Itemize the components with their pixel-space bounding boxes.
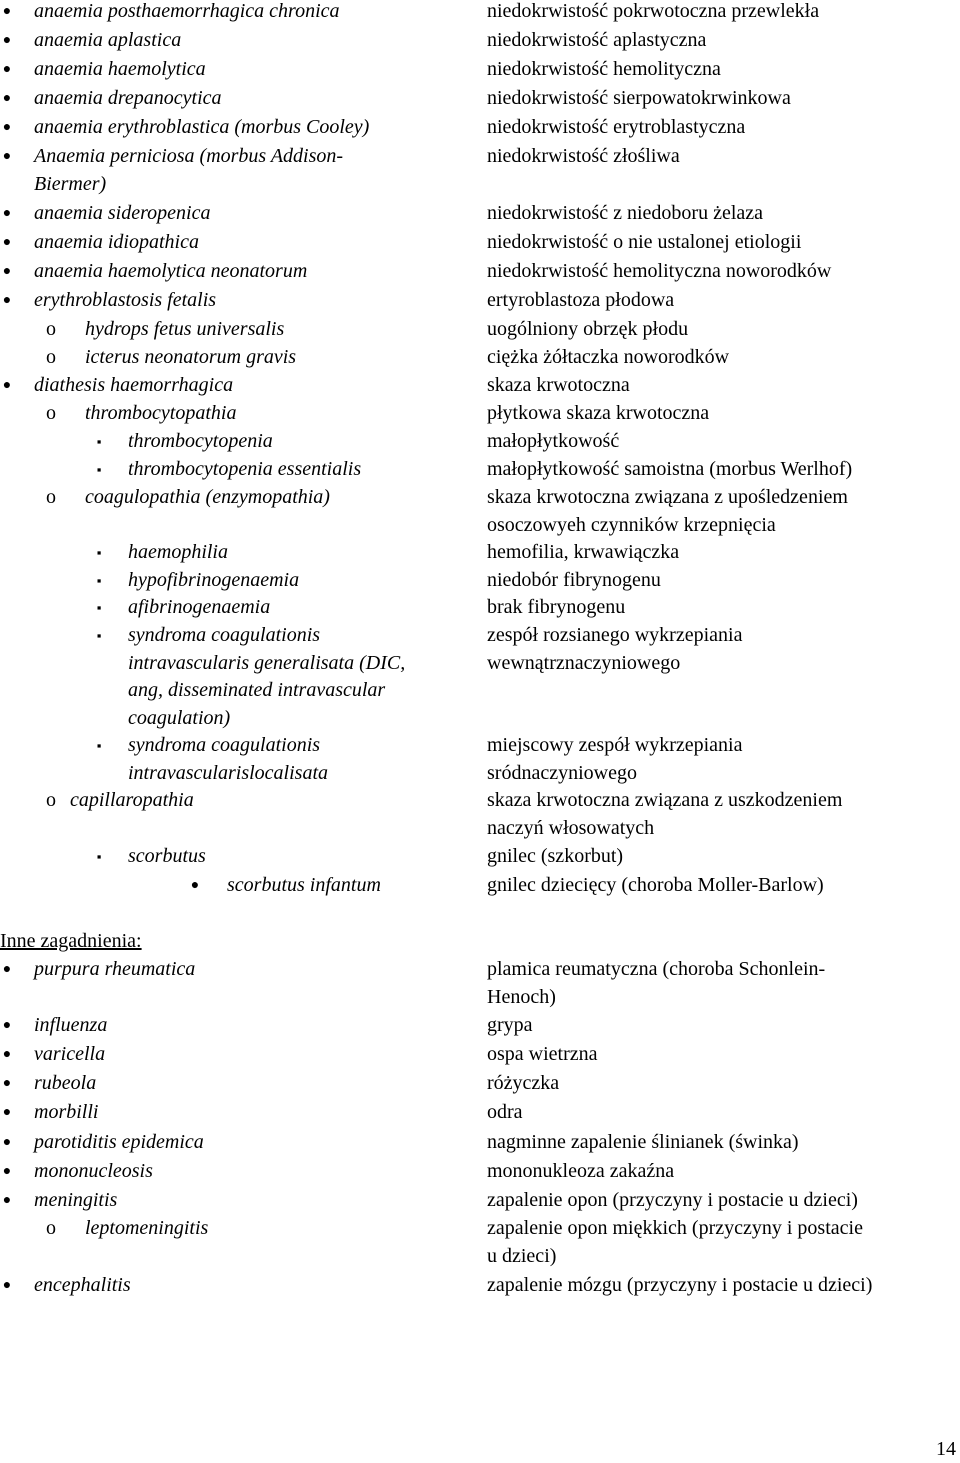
latin-term: [34, 1187, 117, 1215]
latin-term-line: icterus neonatorum gravis: [85, 346, 297, 369]
latin-term-line: anaemia aplastica: [34, 29, 182, 52]
latin-term-line: coagulopathia (enzymopathia): [85, 486, 330, 509]
latin-term-line: thrombocytopenia essentialis: [128, 458, 362, 481]
latin-term-line: anaemia posthaemorrhagica chronica: [34, 0, 340, 23]
latin-term: [34, 372, 233, 400]
latin-term: [128, 594, 270, 622]
latin-term: [128, 428, 273, 456]
polish-translation: [487, 956, 957, 1011]
polish-translation-line: u dzieci): [487, 1244, 557, 1267]
polish-translation: [487, 732, 957, 787]
latin-term: [85, 1215, 208, 1243]
bullet-circle-icon: o: [46, 346, 56, 369]
latin-term-line: morbilli: [34, 1101, 99, 1124]
latin-term: [34, 114, 369, 142]
latin-term: [34, 1012, 107, 1040]
polish-translation: [487, 843, 957, 871]
bullet-disc-icon: ●: [2, 1278, 12, 1294]
polish-translation: [487, 1099, 957, 1127]
polish-translation: [487, 258, 957, 286]
polish-translation: [487, 372, 957, 400]
latin-term-line: Anaemia perniciosa (morbus Addison-: [34, 145, 344, 168]
latin-term: [34, 1070, 96, 1098]
bullet-disc-icon: ●: [2, 1164, 12, 1180]
latin-term: [34, 229, 199, 257]
polish-translation-line: plamica reumatyczna (choroba Schonlein-: [487, 958, 826, 981]
bullet-disc-icon: ●: [2, 91, 12, 107]
polish-translation-line: różyczka: [487, 1072, 560, 1095]
latin-term-line: influenza: [34, 1014, 108, 1037]
bullet-disc-icon: ●: [2, 235, 12, 251]
latin-term: [85, 344, 296, 372]
polish-translation-line: małopłytkowość: [487, 430, 620, 453]
bullet-circle-icon: o: [46, 318, 56, 341]
bullet-square-icon: ▪: [96, 849, 102, 865]
polish-translation: [487, 1129, 957, 1157]
latin-term-line: anaemia sideropenica: [34, 202, 211, 225]
bullet-disc-icon: ●: [190, 878, 200, 894]
latin-term-line: scorbutus: [128, 845, 206, 868]
latin-term-line: thrombocytopenia: [128, 430, 273, 453]
polish-translation: [487, 567, 957, 595]
latin-term-line: Biermer): [34, 172, 107, 195]
polish-translation-line: gnilec dziecięcy (choroba Moller-Barlow): [487, 874, 824, 897]
latin-term-line: anaemia erythroblastica (morbus Cooley): [34, 116, 370, 139]
bullet-disc-icon: ●: [2, 1076, 12, 1092]
polish-translation: [487, 539, 957, 567]
latin-term-line: syndroma coagulationis: [128, 734, 321, 757]
bullet-disc-icon: ●: [2, 264, 12, 280]
bullet-disc-icon: ●: [2, 1135, 12, 1151]
bullet-square-icon: ▪: [96, 434, 102, 450]
latin-term-line: anaemia drepanocytica: [34, 87, 222, 110]
polish-translation: [487, 1272, 957, 1300]
polish-translation-line: hemofilia, krwawiączka: [487, 541, 680, 564]
polish-translation: [487, 229, 957, 257]
bullet-disc-icon: ●: [2, 206, 12, 222]
polish-translation-line: niedokrwistość erytroblastyczna: [487, 116, 746, 139]
polish-translation-line: sródnaczyniowego: [487, 761, 637, 784]
polish-translation: [487, 1012, 957, 1040]
bullet-square-icon: ▪: [96, 628, 102, 644]
polish-translation-line: ospa wietrzna: [487, 1043, 598, 1066]
latin-term-line: coagulation): [128, 706, 231, 729]
latin-term: [34, 1158, 153, 1186]
bullet-disc-icon: ●: [2, 1018, 12, 1034]
polish-translation-line: ertyroblastoza płodowa: [487, 289, 675, 312]
bullet-disc-icon: ●: [2, 962, 12, 978]
polish-translation-line: wewnątrznaczyniowego: [487, 651, 681, 674]
latin-term: [34, 56, 206, 84]
latin-term-line: hydrops fetus universalis: [85, 318, 285, 341]
latin-term: [70, 787, 194, 815]
polish-translation: [487, 56, 957, 84]
polish-translation: [487, 344, 957, 372]
latin-term-line: meningitis: [34, 1189, 118, 1212]
latin-term: [85, 484, 330, 512]
polish-translation: [487, 143, 957, 171]
polish-translation-line: niedokrwistość z niedoboru żelaza: [487, 202, 764, 225]
latin-term: [128, 567, 299, 595]
bullet-disc-icon: ●: [2, 378, 12, 394]
latin-term-line: scorbutus infantum: [227, 874, 381, 897]
polish-translation: [487, 1070, 957, 1098]
latin-term: [128, 622, 405, 732]
latin-term-line: capillaropathia: [70, 789, 194, 812]
latin-term-line: parotiditis epidemica: [34, 1131, 204, 1154]
polish-translation-line: odra: [487, 1101, 523, 1124]
polish-translation: [487, 484, 957, 539]
polish-translation: [487, 287, 957, 315]
bullet-square-icon: ▪: [96, 738, 102, 754]
polish-translation: [487, 27, 957, 55]
bullet-circle-icon: o: [46, 402, 56, 425]
bullet-disc-icon: ●: [2, 293, 12, 309]
polish-translation-line: skaza krwotoczna związana z uszkodzeniem: [487, 789, 843, 812]
polish-translation: [487, 114, 957, 142]
polish-translation: [487, 622, 957, 677]
polish-translation: [487, 200, 957, 228]
latin-term: [128, 539, 228, 567]
polish-translation-line: niedokrwistość hemolityczna: [487, 58, 721, 81]
latin-term: [34, 1272, 131, 1300]
polish-translation-line: zapalenie mózgu (przyczyny i postacie u dzieci): [487, 1274, 873, 1297]
latin-term-line: intravascularislocalisata: [128, 761, 328, 784]
bullet-disc-icon: ●: [2, 1105, 12, 1121]
bullet-disc-icon: ●: [2, 62, 12, 78]
latin-term: [34, 0, 340, 26]
bullet-disc-icon: ●: [2, 120, 12, 136]
polish-translation-line: osoczowyeh czynników krzepnięcia: [487, 513, 776, 536]
latin-term: [128, 456, 361, 484]
polish-translation: [487, 1041, 957, 1069]
polish-translation: [487, 1215, 957, 1270]
polish-translation-line: niedokrwistość złośliwa: [487, 145, 680, 168]
latin-term: [128, 843, 206, 871]
polish-translation: [487, 85, 957, 113]
polish-translation: [487, 428, 957, 456]
bullet-circle-icon: o: [46, 1217, 56, 1240]
bullet-square-icon: ▪: [96, 462, 102, 478]
bullet-disc-icon: ●: [2, 149, 12, 165]
latin-term: [85, 400, 236, 428]
latin-term-line: leptomeningitis: [85, 1217, 209, 1240]
latin-term-line: intravascularis generalisata (DIC,: [128, 651, 406, 674]
latin-term: [34, 1099, 98, 1127]
polish-translation: [487, 787, 957, 842]
latin-term: [34, 200, 210, 228]
polish-translation-line: gnilec (szkorbut): [487, 845, 624, 868]
latin-term-line: anaemia haemolytica: [34, 58, 206, 81]
polish-translation-line: naczyń włosowatych: [487, 816, 655, 839]
polish-translation: [487, 1187, 957, 1215]
latin-term: [128, 732, 328, 787]
latin-term-line: thrombocytopathia: [85, 402, 237, 425]
bullet-square-icon: ▪: [96, 573, 102, 589]
latin-term: [34, 85, 222, 113]
latin-term-line: ang, disseminated intravascular: [128, 679, 386, 702]
latin-term-line: encephalitis: [34, 1274, 131, 1297]
polish-translation-line: zapalenie opon miękkich (przyczyny i postacie: [487, 1217, 863, 1240]
polish-translation-line: niedokrwistość aplastyczna: [487, 29, 707, 52]
polish-translation-line: grypa: [487, 1014, 533, 1037]
polish-translation-line: niedokrwistość o nie ustalonej etiologii: [487, 231, 802, 254]
bullet-circle-icon: o: [46, 789, 56, 812]
bullet-disc-icon: ●: [2, 1193, 12, 1209]
polish-translation-line: niedokrwistość pokrwotoczna przewlekła: [487, 0, 820, 23]
polish-translation-line: nagminne zapalenie ślinianek (świnka): [487, 1131, 799, 1154]
latin-term-line: erythroblastosis fetalis: [34, 289, 217, 312]
latin-term: [34, 1129, 204, 1157]
polish-translation-line: ciężka żółtaczka noworodków: [487, 346, 730, 369]
latin-term-line: hypofibrinogenaemia: [128, 569, 300, 592]
latin-term: [85, 316, 284, 344]
bullet-square-icon: ▪: [96, 600, 102, 616]
latin-term-line: diathesis haemorrhagica: [34, 374, 234, 397]
bullet-disc-icon: ●: [2, 1047, 12, 1063]
latin-term: [34, 27, 181, 55]
latin-term-line: anaemia haemolytica neonatorum: [34, 260, 308, 283]
polish-translation-line: mononukleoza zakaźna: [487, 1160, 675, 1183]
polish-translation-line: płytkowa skaza krwotoczna: [487, 402, 710, 425]
page-number: 14: [936, 1438, 956, 1460]
bullet-square-icon: ▪: [96, 545, 102, 561]
latin-term: [34, 258, 307, 286]
section-heading: Inne zagadnienia:: [0, 930, 142, 953]
bullet-disc-icon: ●: [2, 33, 12, 49]
polish-translation-line: zespół rozsianego wykrzepiania: [487, 624, 743, 647]
polish-translation-line: małopłytkowość samoistna (morbus Werlhof): [487, 458, 853, 481]
polish-translation: [487, 316, 957, 344]
polish-translation: [487, 1158, 957, 1186]
polish-translation: [487, 872, 957, 900]
latin-term: [34, 287, 216, 315]
latin-term-line: haemophilia: [128, 541, 228, 564]
latin-term: [227, 872, 381, 900]
latin-term-line: anaemia idiopathica: [34, 231, 199, 254]
polish-translation: [487, 594, 957, 622]
latin-term-line: purpura rheumatica: [34, 958, 196, 981]
polish-translation-line: niedokrwistość sierpowatokrwinkowa: [487, 87, 791, 110]
polish-translation-line: brak fibrynogenu: [487, 596, 626, 619]
polish-translation-line: niedokrwistość hemolityczna noworodków: [487, 260, 832, 283]
polish-translation-line: skaza krwotoczna: [487, 374, 630, 397]
latin-term-line: mononucleosis: [34, 1160, 153, 1183]
bullet-circle-icon: o: [46, 486, 56, 509]
polish-translation-line: Henoch): [487, 985, 556, 1008]
latin-term: [34, 143, 343, 198]
latin-term-line: syndroma coagulationis: [128, 624, 321, 647]
latin-term: [34, 1041, 105, 1069]
polish-translation: [487, 0, 957, 26]
latin-term-line: varicella: [34, 1043, 106, 1066]
polish-translation-line: uogólniony obrzęk płodu: [487, 318, 689, 341]
latin-term: [34, 956, 195, 984]
latin-term-line: rubeola: [34, 1072, 97, 1095]
polish-translation-line: niedobór fibrynogenu: [487, 569, 661, 592]
polish-translation: [487, 456, 957, 484]
polish-translation-line: zapalenie opon (przyczyny i postacie u dzieci): [487, 1189, 858, 1212]
polish-translation: [487, 400, 957, 428]
polish-translation-line: miejscowy zespół wykrzepiania: [487, 734, 743, 757]
latin-term-line: afibrinogenaemia: [128, 596, 271, 619]
bullet-disc-icon: ●: [2, 4, 12, 20]
polish-translation-line: skaza krwotoczna związana z upośledzeniem: [487, 486, 848, 509]
